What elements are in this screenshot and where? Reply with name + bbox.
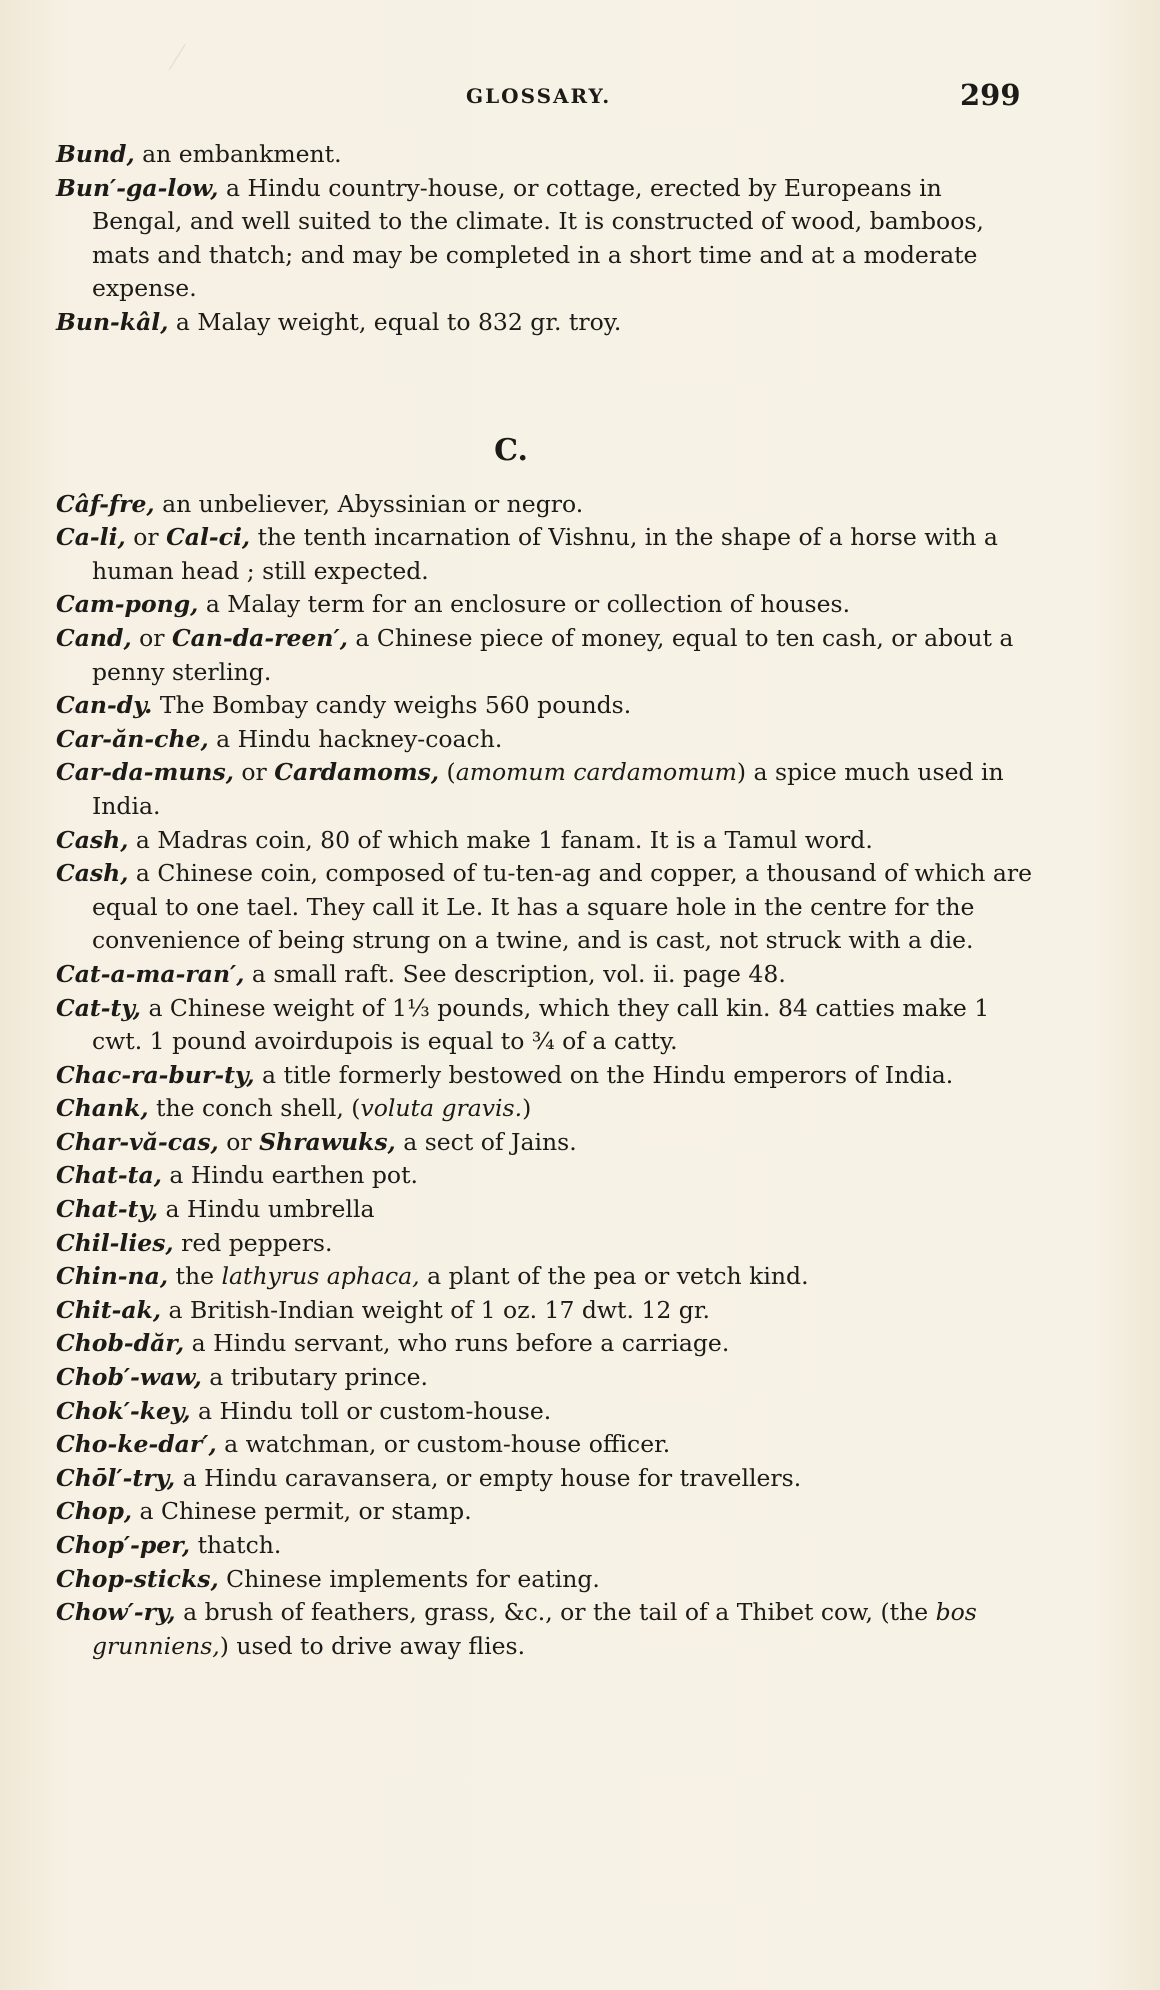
italic-term: voluta gravis.	[360, 1094, 523, 1123]
glossary-entry	[56, 1529, 1036, 1563]
entry-text: or	[125, 523, 167, 552]
definition: a watchman, or custom-house officer.	[216, 1430, 671, 1459]
definition: a Hindu umbrella	[158, 1195, 375, 1224]
headword: Chow′-ry,	[56, 1598, 176, 1627]
definition: an embankment.	[134, 140, 342, 168]
glossary-entry	[56, 622, 1036, 689]
headword: Chōl′-try,	[56, 1463, 176, 1492]
headword: Cat-a-ma-ran′,	[56, 959, 245, 988]
paper-mark	[169, 44, 204, 82]
glossary-entry	[56, 857, 1036, 958]
definition: a sect of Jains.	[395, 1127, 577, 1156]
headword: Cand,	[56, 623, 132, 652]
glossary-entry	[56, 1092, 1036, 1126]
glossary-section-b	[56, 138, 1036, 340]
definition: a Chinese piece of money, equal to ten cash, or about a penny sterling.	[92, 623, 1014, 686]
definition: a Hindu caravansera, or empty house for travellers.	[175, 1463, 802, 1492]
letter-heading: C.	[494, 433, 528, 468]
glossary-entry	[56, 756, 1036, 823]
headword: Chat-ta,	[56, 1161, 162, 1190]
headword: Chop-sticks,	[56, 1564, 219, 1593]
page-header	[0, 78, 1160, 118]
glossary-section-c	[56, 412, 1036, 1663]
glossary-entry	[56, 1126, 1036, 1160]
glossary-entry	[56, 1462, 1036, 1496]
definition: ) a spice much used in India.	[92, 758, 1004, 820]
running-head: GLOSSARY.	[466, 84, 612, 108]
headword: Char-vă-cas,	[56, 1127, 219, 1156]
headword: Chin-na,	[56, 1262, 169, 1291]
headword: Chit-ak,	[56, 1295, 162, 1324]
definition: a Chinese permit, or stamp.	[132, 1497, 472, 1526]
glossary-entry	[56, 958, 1036, 992]
headword: Cam-pong,	[56, 590, 199, 619]
headword: Car-da-muns,	[56, 758, 234, 787]
glossary-entry	[56, 689, 1036, 723]
definition: the tenth incarnation of Vishnu, in the shape of a horse with a human head ; still expected.	[92, 523, 998, 585]
glossary-entry	[56, 521, 1036, 588]
glossary-entry	[56, 1395, 1036, 1429]
entry-text: or	[131, 623, 172, 652]
headword: Chop,	[56, 1497, 133, 1526]
glossary-entry	[56, 1327, 1036, 1361]
alt-headword: Cardamoms,	[274, 758, 440, 787]
headword: Bund,	[56, 140, 135, 168]
definition: a plant of the pea or vetch kind.	[419, 1262, 809, 1291]
definition: a tributary prince.	[201, 1363, 429, 1392]
glossary-entry	[56, 488, 1036, 522]
definition: a Chinese coin, composed of tu-ten-ag and copper, a thousand of which are equal to one tael. They call it Le. It has a square hole in the centre for the convenience of being strung on a twine, and is cast, not struck with a die.	[92, 859, 1033, 955]
glossary-entry	[56, 824, 1036, 858]
glossary-entry	[56, 1193, 1036, 1227]
alt-headword: Can-da-reen′,	[171, 623, 348, 652]
entry-text: or	[218, 1127, 260, 1156]
glossary-entry	[56, 992, 1036, 1059]
headword: Cash,	[56, 859, 129, 888]
definition: a Chinese weight of 1⅓ pounds, which they call kin. 84 catties make 1 cwt. 1 pound avoirdupois is equal to ¾ of a catty.	[92, 993, 990, 1056]
italic-term: bos grunniens,	[92, 1598, 977, 1660]
glossary-entry	[56, 1260, 1036, 1294]
glossary-entry	[56, 1596, 1036, 1663]
headword: Chil-lies,	[56, 1228, 174, 1257]
definition: a Hindu hackney-coach.	[208, 724, 503, 753]
definition: an unbeliever, Abyssinian or negro.	[154, 489, 584, 518]
definition: a Hindu toll or custom-house.	[190, 1396, 552, 1425]
headword: Cat-ty,	[56, 993, 141, 1022]
glossary-entry	[56, 1294, 1036, 1328]
definition: thatch.	[190, 1531, 282, 1559]
definition: a Hindu country-house, or cottage, erected by Europeans in Bengal, and well suited to the climate. It is constructed of wood, bamboos, mats and thatch; and may be completed in a short time and at a moderate expense.	[92, 173, 984, 303]
definition: a Hindu servant, who runs before a carriage.	[184, 1329, 730, 1358]
headword: Bun-kâl,	[56, 307, 169, 336]
headword: Chob-dăr,	[56, 1329, 185, 1358]
glossary-entry	[56, 1159, 1036, 1193]
glossary-entry	[56, 1495, 1036, 1529]
headword: Chok′-key,	[56, 1396, 191, 1425]
definition: )	[522, 1094, 532, 1123]
headword: Car-ăn-che,	[56, 724, 209, 753]
glossary-entry	[56, 1227, 1036, 1261]
definition: a title formerly bestowed on the Hindu emperors of India.	[254, 1060, 954, 1089]
entry-text: or	[233, 758, 275, 787]
glossary-entry	[56, 306, 1036, 340]
definition: a Malay weight, equal to 832 gr. troy.	[168, 307, 622, 336]
headword: Bun′-ga-low,	[56, 173, 219, 202]
glossary-entry	[56, 172, 1036, 306]
glossary-entry	[56, 723, 1036, 757]
headword: Chat-ty,	[56, 1195, 159, 1224]
definition: a British-Indian weight of 1 oz. 17 dwt. 12 gr.	[161, 1295, 710, 1324]
definition: a Malay term for an enclosure or collection of houses.	[198, 590, 851, 619]
glossary-entry	[56, 138, 1036, 172]
definition: a small raft. See description, vol. ii. page 48.	[244, 959, 786, 988]
headword: Cash,	[56, 825, 129, 854]
entry-text: (	[439, 758, 456, 787]
definition: Chinese implements for eating.	[218, 1564, 600, 1593]
entry-text: a brush of feathers, grass, &c., or the tail of a Thibet cow, (the	[175, 1598, 936, 1627]
alt-headword: Shrawuks,	[259, 1127, 396, 1156]
italic-term: amomum cardamomum	[455, 758, 737, 787]
headword: Cho-ke-dar′,	[56, 1430, 217, 1459]
section-c-entries	[56, 488, 1036, 1664]
glossary-entry	[56, 1059, 1036, 1093]
definition: a Hindu earthen pot.	[161, 1161, 418, 1190]
definition: red peppers.	[173, 1228, 333, 1257]
entry-text: the	[168, 1262, 222, 1291]
definition: ) used to drive away flies.	[219, 1631, 526, 1660]
headword: Can-dy.	[56, 691, 153, 720]
headword: Câf-fre,	[56, 489, 155, 518]
definition: The Bombay candy weighs 560 pounds.	[152, 691, 632, 720]
definition: a Madras coin, 80 of which make 1 fanam. It is a Tamul word.	[128, 825, 873, 854]
page-number: 299	[960, 78, 1021, 112]
italic-term: lathyrus aphaca,	[221, 1262, 420, 1291]
headword: Chank,	[56, 1094, 149, 1123]
glossary-entry	[56, 588, 1036, 622]
headword: Chop′-per,	[56, 1531, 191, 1559]
entry-text: the conch shell, (	[148, 1094, 361, 1123]
alt-headword: Cal-ci,	[166, 523, 251, 552]
glossary-entry	[56, 1563, 1036, 1597]
headword: Ca-li,	[56, 523, 126, 552]
glossary-entry	[56, 1428, 1036, 1462]
glossary-entry	[56, 1361, 1036, 1395]
headword: Chob′-waw,	[56, 1363, 202, 1392]
headword: Chac-ra-bur-ty,	[56, 1060, 255, 1089]
